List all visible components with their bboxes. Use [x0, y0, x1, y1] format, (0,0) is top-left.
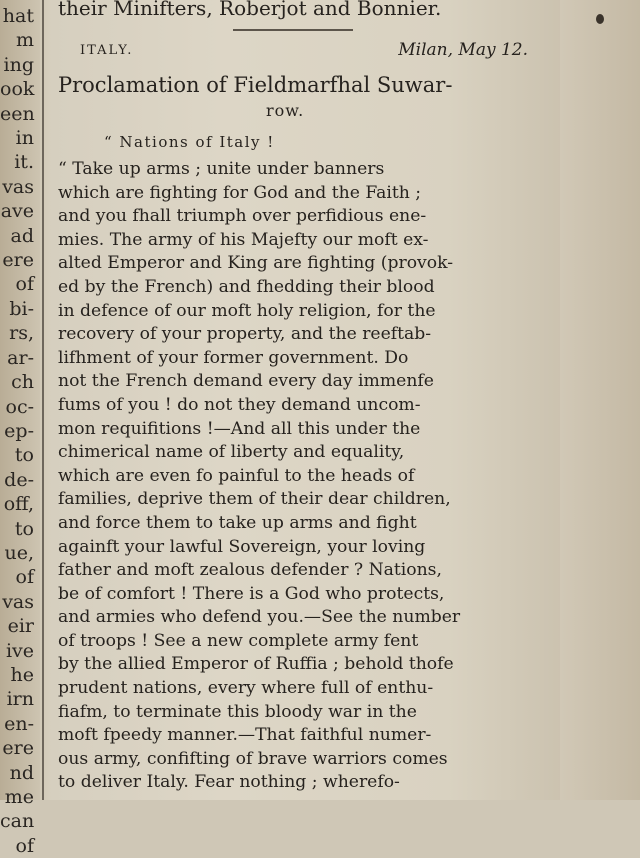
column-rule	[42, 0, 44, 800]
body-line: be of comfort ! There is a God who protects,	[58, 583, 445, 604]
article-headline-continuation: row.	[266, 101, 305, 120]
column-fragment-line: ar-	[7, 346, 34, 369]
column-fragment-line: it.	[14, 151, 34, 174]
column-fragment-line: off,	[3, 493, 34, 516]
body-line: which are fighting for God and the Faith ;	[58, 182, 422, 203]
body-line: lifhment of your former government. Do	[58, 347, 409, 368]
article-headline: Proclamation of Fieldmarfhal Suwar-	[58, 73, 453, 97]
column-fragment-line: de-	[4, 468, 34, 491]
body-line: families, deprive them of their dear children,	[58, 489, 451, 510]
column-fragment-line: ave	[0, 200, 34, 223]
column-fragment-line: vas	[2, 590, 34, 613]
column-fragment-line: een	[0, 102, 35, 125]
column-fragment-line: vas	[2, 175, 34, 198]
column-fragment-line: hat	[2, 5, 34, 27]
dateline-location: ITALY.	[80, 43, 134, 58]
column-fragment-line: ch	[11, 371, 34, 394]
column-fragment-line: me	[4, 786, 34, 808]
proclamation-salutation: “ Nations of Italy !	[104, 133, 275, 151]
column-fragment-line: to	[14, 444, 34, 467]
column-fragment-line: nd	[9, 761, 34, 784]
body-line: by the allied Emperor of Ruffia ; behold thofe	[58, 654, 454, 675]
column-fragment-line: ive	[5, 639, 34, 662]
column-fragment-line: en-	[4, 712, 34, 735]
body-line: and force them to take up arms and fight	[58, 512, 417, 533]
column-fragment-line: he	[10, 663, 34, 686]
body-line: which are even fo painful to the heads of	[58, 465, 415, 486]
column-fragment-line: ere	[2, 249, 34, 272]
section-rule	[233, 29, 353, 31]
body-line: and you fhall triumph over perfidious ene-	[58, 206, 427, 227]
column-fragment-line: ook	[0, 78, 35, 101]
body-line: and armies who defend you.—See the number	[58, 607, 461, 628]
body-line: chimerical name of liberty and equality,	[58, 442, 405, 463]
body-line: alted Emperor and King are fighting (provok-	[58, 253, 454, 274]
column-fragment-line: ad	[10, 224, 34, 247]
article-body	[58, 158, 528, 795]
column-fragment-line: oc-	[5, 395, 34, 418]
body-line: in defence of our moft holy religion, for the	[58, 300, 436, 321]
body-line: not the French demand every day immenfe	[58, 371, 434, 392]
page-margin	[560, 0, 640, 800]
body-line: fiafm, to terminate this bloody war in the	[58, 701, 417, 722]
adjacent-column-fragment	[0, 0, 40, 857]
dateline	[58, 40, 528, 62]
column-fragment-line: bi-	[9, 297, 34, 320]
body-line: mon requifitions !—And all this under the	[58, 418, 421, 439]
column-fragment-line: rs,	[9, 322, 34, 345]
column-fragment-line: ing	[3, 53, 34, 76]
body-line: moft fpeedy manner.—That faithful numer-	[58, 725, 432, 746]
body-line: againft your lawful Sovereign, your loving	[58, 536, 426, 557]
column-fragment-line: ue,	[4, 541, 34, 564]
column-fragment-line: eir	[7, 615, 34, 638]
column-fragment-line: ep-	[4, 419, 34, 442]
dateline-date: Milan, May 12.	[398, 40, 528, 60]
body-line: fums of you ! do not they demand uncom-	[58, 394, 421, 415]
column-fragment-line: of	[15, 566, 34, 589]
column-fragment-line: in	[15, 127, 34, 150]
body-line: “ Take up arms ; unite under banners	[58, 159, 385, 179]
column-fragment-line: ere	[2, 737, 34, 760]
body-line: mies. The army of his Majefty our moft ex-	[58, 229, 429, 250]
body-line: recovery of your property, and the reeftab-	[58, 324, 432, 345]
ink-spot	[596, 14, 604, 24]
body-line: father and moft zealous defender ? Nations,	[58, 560, 442, 581]
body-line: to deliver Italy. Fear nothing ; wherefo-	[58, 772, 400, 793]
previous-article-line: their Minifters, Roberjot and Bonnier.	[58, 0, 442, 20]
column-fragment-line: of	[15, 273, 34, 296]
column-fragment-line: of	[15, 834, 34, 857]
column-fragment-line: can	[0, 810, 35, 833]
body-line: ous army, confifting of brave warriors comes	[58, 748, 448, 769]
body-line: of troops ! See a new complete army fent	[58, 630, 419, 651]
column-fragment-line: m	[15, 29, 34, 52]
column-fragment-line: irn	[6, 688, 34, 711]
body-line: ed by the French) and fhedding their blood	[58, 276, 435, 297]
body-line: prudent nations, every where full of enthu-	[58, 678, 434, 699]
column-fragment-line: to	[14, 517, 34, 540]
